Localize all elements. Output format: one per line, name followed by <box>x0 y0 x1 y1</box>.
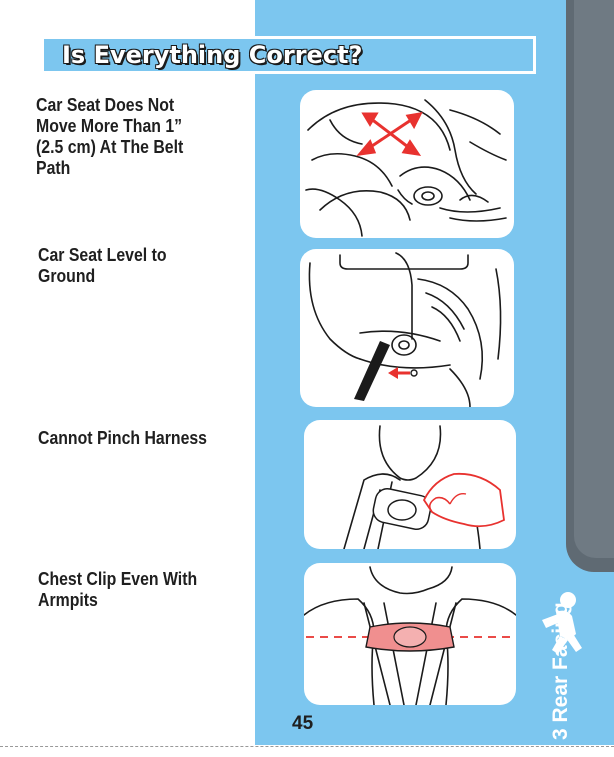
check-label-chest-clip: Chest Clip Even With Armpits <box>38 569 198 610</box>
page-title: Is Everything Correct? <box>62 41 363 69</box>
check-label-pinch: Cannot Pinch Harness <box>38 428 208 448</box>
illustration-pinch-harness <box>304 420 516 549</box>
check-label-level: Car Seat Level to Ground <box>38 245 167 286</box>
illustration-chest-clip <box>304 563 516 705</box>
check-label-belt-path: Car Seat Does Not Move More Than 1” (2.5 cm) At The Belt Path <box>36 95 184 178</box>
section-tab-edge-inner <box>574 0 614 558</box>
section-tab-label: 3 Rear Facing <box>549 602 572 740</box>
illustration-level-to-ground <box>300 249 514 407</box>
page-number: 45 <box>292 713 314 734</box>
illustration-belt-path <box>300 90 514 238</box>
page-bottom-rule <box>0 746 614 747</box>
